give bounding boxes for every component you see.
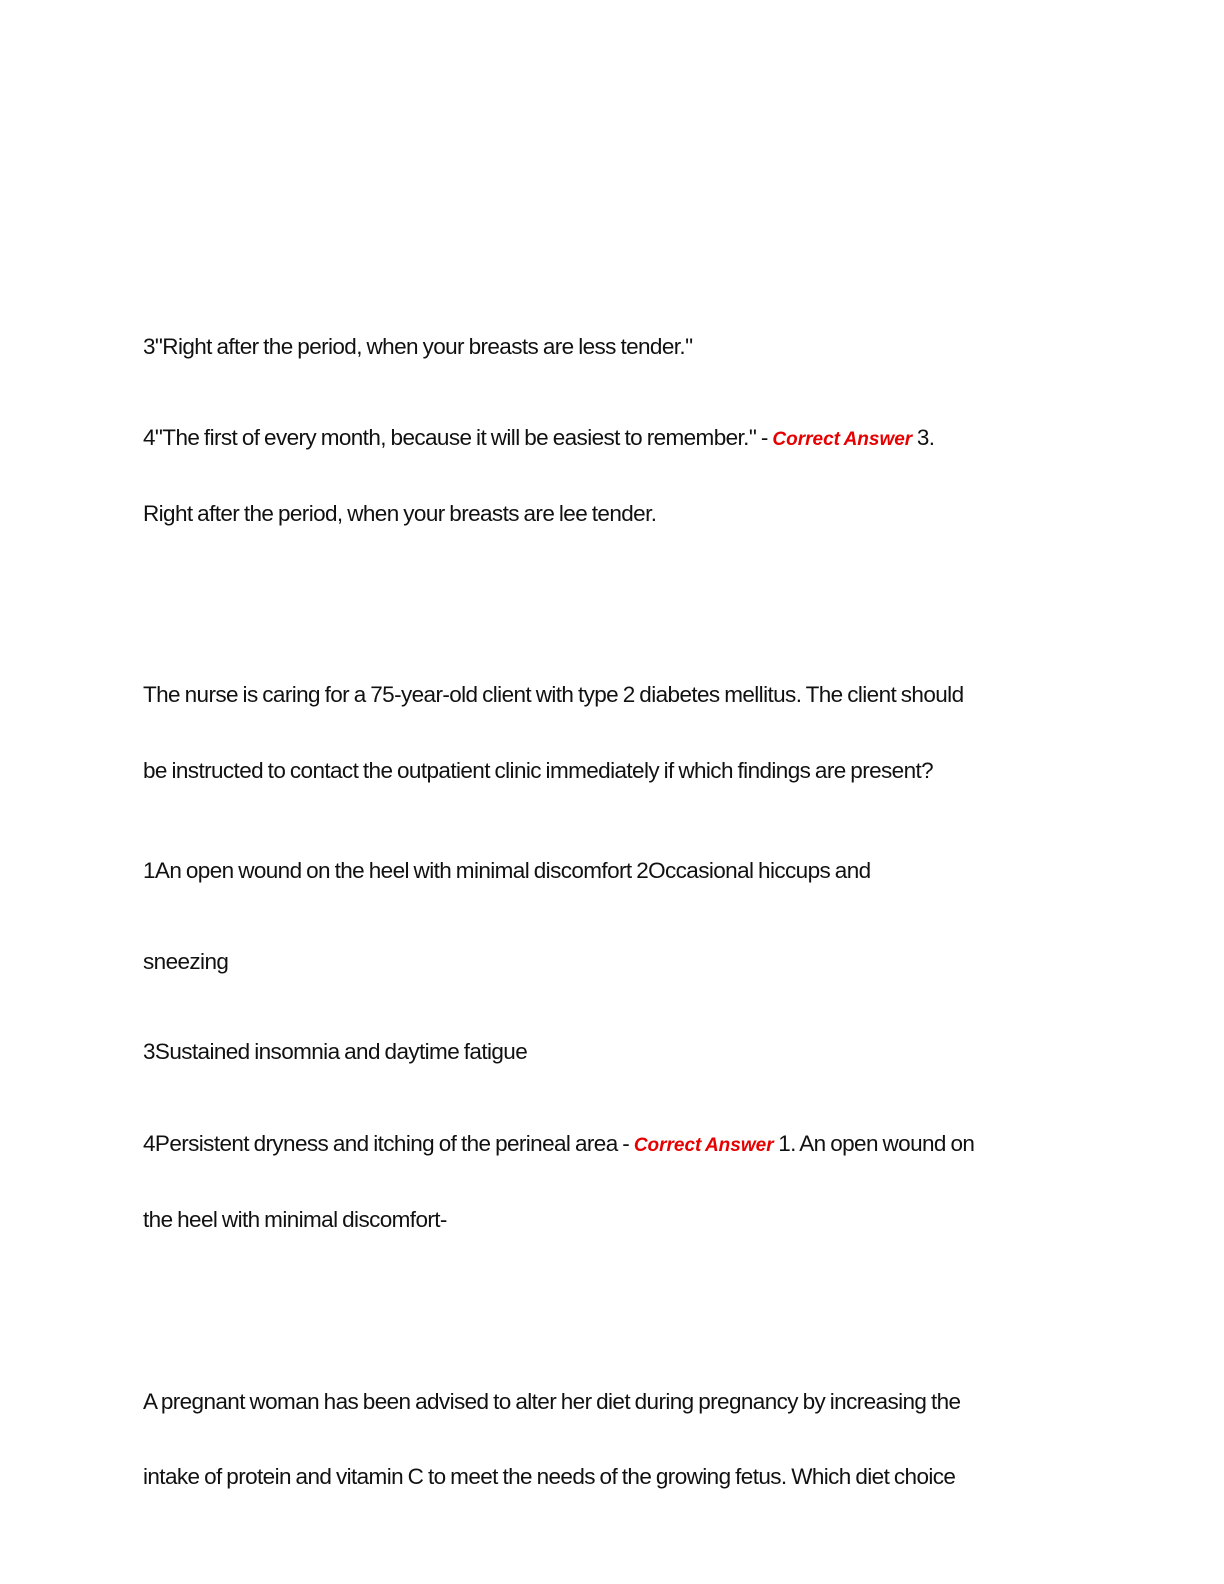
q2-option-4-text: 4Persistent dryness and itching of the perineal area - <box>143 1131 634 1156</box>
q1-answer-text: 3. <box>912 425 935 450</box>
q3-stem-line-2: intake of protein and vitamin C to meet the needs of the growing fetus. Which diet choice <box>143 1464 956 1489</box>
q2-options-line-1: 1An open wound on the heel with minimal discomfort 2Occasional hiccups and <box>143 858 871 883</box>
q3-stem-line-1: A pregnant woman has been advised to alter her diet during pregnancy by increasing the <box>143 1389 961 1414</box>
q1-correct-answer-label: Correct Answer <box>772 429 913 450</box>
q2-answer-text: 1. An open wound on <box>773 1131 975 1156</box>
q2-stem-line-2: be instructed to contact the outpatient clinic immediately if which findings are present? <box>143 758 934 783</box>
q2-correct-answer-label: Correct Answer <box>633 1135 774 1156</box>
q1-option-3: 3"Right after the period, when your breasts are less tender." <box>143 334 693 359</box>
q2-options-line-2: sneezing <box>143 949 229 974</box>
q2-option-3: 3Sustained insomnia and daytime fatigue <box>143 1039 528 1064</box>
q2-stem-line-1: The nurse is caring for a 75-year-old client with type 2 diabetes mellitus. The client should <box>143 682 964 707</box>
q1-option-4-text: 4"The first of every month, because it will be easiest to remember." - <box>143 425 773 450</box>
q2-option-4-with-answer <box>143 1130 974 1160</box>
q1-option-4-with-answer <box>143 424 934 454</box>
q1-answer-continuation: Right after the period, when your breasts are lee tender. <box>143 501 657 526</box>
q2-answer-continuation: the heel with minimal discomfort- <box>143 1207 447 1232</box>
